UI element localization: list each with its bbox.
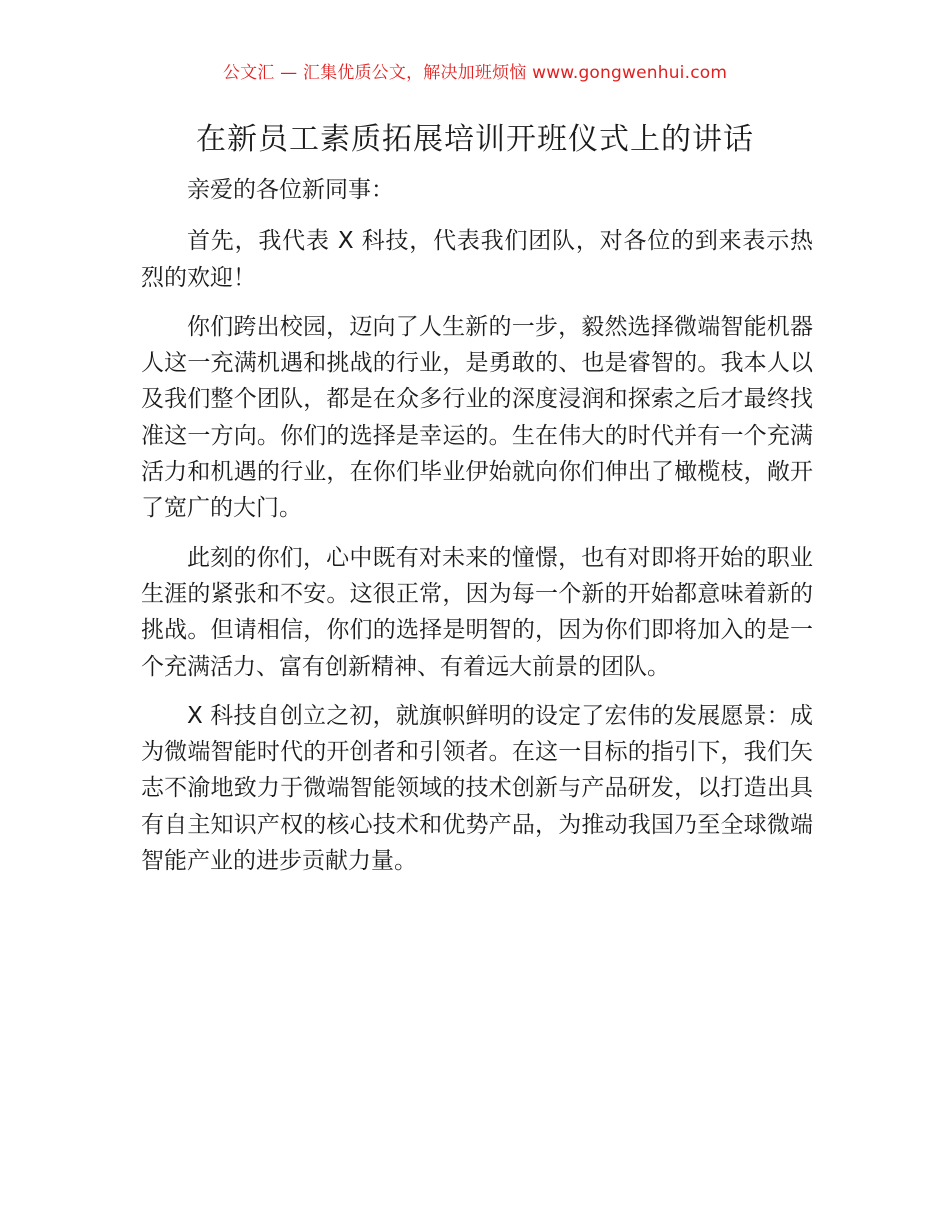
document-body [141,172,813,879]
paragraph-welcome: 首先，我代表 X 科技，代表我们团队，对各位的到来表示热烈的欢迎！ [141,228,813,291]
paragraph-expectation: 此刻的你们，心中既有对未来的憧憬，也有对即将开始的职业生涯的紧张和不安。这很正常，因为每一个新的开始都意味着新的挑战。但请相信，你们的选择是明智的，因为你们即将加入的是一个充满活力、富有创新精神、有着远大前景的团队。 [141,544,813,680]
site-banner: 公文汇 — 汇集优质公文，解决加班烦恼 www.gongwenhui.com [222,63,728,83]
document-title: 在新员工素质拓展培训开班仪式上的讲话 [196,122,754,157]
paragraph-vision: X 科技自创立之初，就旗帜鲜明的设定了宏伟的发展愿景：成为微端智能时代的开创者和引领者。在这一目标的指引下，我们矢志不渝地致力于微端智能领域的技术创新与产品研发，以打造出具有自主知识产权的核心技术和优势产品，为推动我国乃至全球微端智能产业的进步贡献力量。 [141,702,813,875]
salutation: 亲爱的各位新同事： [187,177,394,203]
paragraph-choice: 你们跨出校园，迈向了人生新的一步，毅然选择微端智能机器人这一充满机遇和挑战的行业，是勇敢的、也是睿智的。我本人以及我们整个团队，都是在众多行业的深度浸润和探索之后才最终找准这一方向。你们的选择是幸运的。生在伟大的时代并有一个充满活力和机遇的行业，在你们毕业伊始就向你们伸出了橄榄枝，敞开了宽广的大门。 [141,313,813,522]
